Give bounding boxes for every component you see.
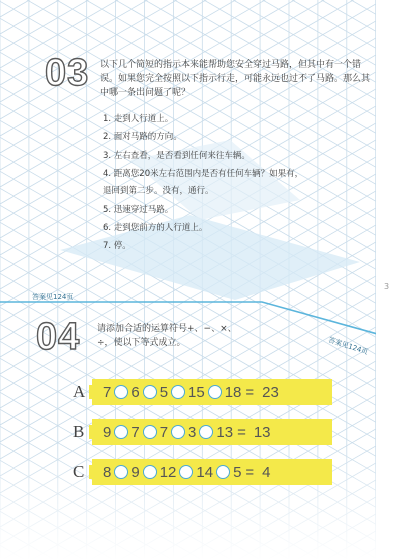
result: 4 — [262, 463, 271, 481]
operator-blank-circle[interactable] — [216, 465, 230, 479]
operand: 15 — [188, 383, 205, 401]
operand: 7 — [159, 423, 169, 441]
step-item: 3. 左右查看，是否看到任何来往车辆。 — [103, 150, 250, 161]
operand: 6 — [131, 383, 140, 401]
result: 23 — [262, 383, 279, 401]
step-item: 1. 走到人行道上。 — [103, 114, 174, 124]
page-number: 3 — [384, 282, 390, 291]
step-item: 2. 面对马路的方向。 — [103, 132, 182, 143]
operator-blank-circle[interactable] — [114, 425, 128, 439]
operator-blank-circle[interactable] — [143, 425, 157, 439]
equals-sign: = — [245, 463, 255, 481]
row-letter-b: B — [73, 422, 85, 441]
step-4-continuation: 退回到第二步。没有，通行。 — [103, 186, 214, 197]
operator-blank-circle[interactable] — [199, 425, 213, 439]
operand: 8 — [103, 463, 112, 481]
equation-b — [103, 419, 271, 445]
operand: 12 — [159, 463, 177, 481]
equation-a — [103, 379, 279, 405]
operand: 14 — [196, 463, 214, 481]
equation-c — [103, 459, 271, 485]
question-number-03: 03 — [45, 52, 90, 94]
answer-reference-03: 答案见124页 — [32, 293, 74, 301]
step-item: 5. 迅速穿过马路。 — [103, 204, 174, 215]
operand: 3 — [188, 423, 197, 441]
question-04-intro: 请添加合适的运算符号+、−、×、÷，使以下等式成立。 — [97, 324, 237, 348]
step-item: 6. 走到您前方的人行道上。 — [103, 222, 208, 233]
question-number-04: 04 — [36, 316, 81, 358]
operand: 5 — [233, 463, 242, 481]
operand: 13 — [216, 423, 234, 441]
crossing-steps-list — [103, 114, 373, 260]
operator-blank-circle[interactable] — [143, 465, 157, 479]
operand: 7 — [103, 383, 112, 401]
operator-blank-circle[interactable] — [171, 385, 185, 399]
operand: 5 — [159, 383, 169, 401]
result: 13 — [253, 423, 271, 441]
operator-blank-circle[interactable] — [114, 385, 128, 399]
row-letter-a: A — [73, 382, 86, 401]
equals-sign: = — [245, 383, 255, 401]
operand: 9 — [131, 463, 140, 481]
answer-reference-04: 答案见124页 — [327, 335, 370, 357]
operand: 7 — [131, 423, 140, 441]
row-letter-c: C — [73, 462, 85, 481]
step-item: 7. 停。 — [103, 241, 131, 252]
operator-blank-circle[interactable] — [171, 425, 185, 439]
operator-blank-circle[interactable] — [114, 465, 128, 479]
equals-sign: = — [237, 423, 246, 441]
step-item — [103, 169, 373, 197]
operator-blank-circle[interactable] — [179, 465, 193, 479]
question-03-intro: 以下几个简短的指示本来能帮助您安全穿过马路，但其中有一个错误。如果您完全按照以下指示行走，可能永远也过不了马路。那么其中哪一条出问题了呢？ — [100, 60, 371, 98]
operand: 18 — [224, 383, 242, 401]
operand: 9 — [103, 423, 112, 441]
step-4-text: 4. 距离您20米左右范围内是否有任何车辆？如果有， — [103, 169, 304, 180]
operator-blank-circle[interactable] — [143, 385, 157, 399]
operator-blank-circle[interactable] — [208, 385, 222, 399]
right-margin — [376, 0, 410, 560]
